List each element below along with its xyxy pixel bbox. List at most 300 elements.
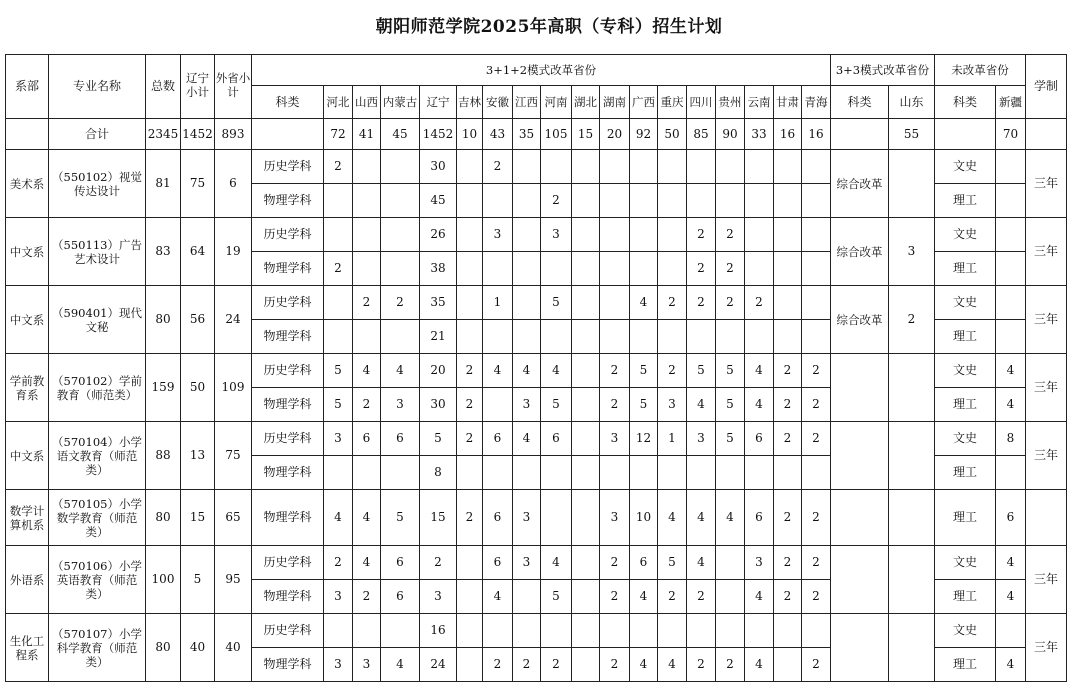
header-other-subtotal: 外省小计 <box>215 55 252 119</box>
quota-cell: 4 <box>687 490 716 546</box>
quota-cell <box>457 648 483 682</box>
quota-cell: 4 <box>658 490 687 546</box>
totals-province-cell: 16 <box>802 119 831 150</box>
major-name-cell: （590401）现代文秘 <box>49 286 146 354</box>
xinjiang-cell: 4 <box>996 648 1026 682</box>
subject-33-cell: 综合改革 <box>831 218 889 286</box>
header-312-provinces: 3+1+2模式改革省份 <box>252 55 831 86</box>
subject-unreformed-cell: 文史 <box>935 354 996 388</box>
quota-cell: 2 <box>802 490 831 546</box>
totals-other: 893 <box>215 119 252 150</box>
quota-cell <box>687 456 716 490</box>
quota-cell <box>457 252 483 286</box>
quota-cell <box>802 184 831 218</box>
quota-cell <box>483 184 513 218</box>
header-subject: 科类 <box>252 86 324 119</box>
quota-cell: 2 <box>802 546 831 580</box>
quota-cell: 3 <box>541 218 572 252</box>
table-row <box>6 422 1067 456</box>
subject-unreformed-cell: 理工 <box>935 184 996 218</box>
subject-unreformed-cell: 理工 <box>935 388 996 422</box>
subject-unreformed-cell: 文史 <box>935 546 996 580</box>
subject-unreformed-cell: 文史 <box>935 286 996 320</box>
quota-cell <box>572 456 600 490</box>
subject-unreformed-cell: 文史 <box>935 150 996 184</box>
quota-cell: 3 <box>353 648 381 682</box>
subject-cell: 物理学科 <box>252 456 324 490</box>
quota-cell <box>513 252 541 286</box>
quota-cell: 10 <box>630 490 658 546</box>
subject-unreformed-cell: 文史 <box>935 614 996 648</box>
quota-cell <box>457 546 483 580</box>
quota-cell: 5 <box>541 388 572 422</box>
quota-cell <box>774 648 802 682</box>
quota-cell <box>572 286 600 320</box>
quota-cell <box>572 354 600 388</box>
quota-cell: 5 <box>687 354 716 388</box>
quota-cell <box>630 150 658 184</box>
table-row <box>6 150 1067 184</box>
header-major: 专业名称 <box>49 55 146 119</box>
quota-cell: 3 <box>513 388 541 422</box>
quota-cell <box>716 456 745 490</box>
quota-cell: 8 <box>420 456 457 490</box>
totals-province-cell: 41 <box>353 119 381 150</box>
quota-cell: 2 <box>600 354 630 388</box>
major-other-cell: 6 <box>215 150 252 218</box>
totals-empty <box>6 119 49 150</box>
major-total-cell: 100 <box>146 546 181 614</box>
quota-cell: 1 <box>483 286 513 320</box>
quota-cell: 4 <box>541 354 572 388</box>
quota-cell <box>630 218 658 252</box>
header-subject-unreformed: 科类 <box>935 86 996 119</box>
subject-cell: 物理学科 <box>252 320 324 354</box>
quota-cell <box>658 252 687 286</box>
major-other-cell: 40 <box>215 614 252 682</box>
quota-cell: 2 <box>541 648 572 682</box>
study-years-cell: 三年 <box>1026 546 1067 614</box>
shandong-cell <box>889 354 935 422</box>
header-province: 吉林 <box>457 86 483 119</box>
major-other-cell: 24 <box>215 286 252 354</box>
quota-cell <box>687 320 716 354</box>
quota-cell: 2 <box>457 422 483 456</box>
subject-33-cell: 综合改革 <box>831 286 889 354</box>
quota-cell <box>572 184 600 218</box>
quota-cell <box>541 150 572 184</box>
totals-xinjiang: 70 <box>996 119 1026 150</box>
xinjiang-cell <box>996 456 1026 490</box>
quota-cell: 4 <box>745 648 774 682</box>
quota-cell: 4 <box>353 354 381 388</box>
totals-province-cell: 90 <box>716 119 745 150</box>
quota-cell: 4 <box>513 354 541 388</box>
quota-cell <box>745 456 774 490</box>
quota-cell <box>658 456 687 490</box>
quota-cell: 6 <box>381 546 420 580</box>
dept-cell: 中文系 <box>6 218 49 286</box>
quota-cell: 30 <box>420 150 457 184</box>
quota-cell: 3 <box>600 422 630 456</box>
quota-cell: 3 <box>381 388 420 422</box>
quota-cell <box>658 320 687 354</box>
quota-cell <box>457 456 483 490</box>
totals-province-cell: 10 <box>457 119 483 150</box>
subject-cell: 物理学科 <box>252 580 324 614</box>
table-row <box>6 490 1067 546</box>
quota-cell: 2 <box>687 648 716 682</box>
quota-cell: 5 <box>716 422 745 456</box>
quota-cell: 2 <box>513 648 541 682</box>
subject-unreformed-cell: 文史 <box>935 218 996 252</box>
subject-cell: 历史学科 <box>252 286 324 320</box>
quota-cell <box>745 614 774 648</box>
quota-cell <box>572 320 600 354</box>
subject-cell: 物理学科 <box>252 490 324 546</box>
table-row <box>6 546 1067 580</box>
quota-cell <box>774 252 802 286</box>
quota-cell <box>745 150 774 184</box>
quota-cell <box>541 490 572 546</box>
quota-cell <box>630 252 658 286</box>
xinjiang-cell: 6 <box>996 490 1026 546</box>
quota-cell <box>716 320 745 354</box>
dept-cell: 外语系 <box>6 546 49 614</box>
xinjiang-cell <box>996 150 1026 184</box>
quota-cell: 21 <box>420 320 457 354</box>
quota-cell: 4 <box>630 580 658 614</box>
major-name-cell: （570107）小学科学教育（师范类） <box>49 614 146 682</box>
quota-cell: 38 <box>420 252 457 286</box>
quota-cell: 26 <box>420 218 457 252</box>
quota-cell: 5 <box>541 580 572 614</box>
quota-cell: 2 <box>324 546 353 580</box>
major-other-cell: 95 <box>215 546 252 614</box>
shandong-cell <box>889 422 935 490</box>
quota-cell <box>353 218 381 252</box>
quota-cell: 2 <box>600 648 630 682</box>
xinjiang-cell <box>996 320 1026 354</box>
major-name-cell: （570104）小学语文教育（师范类） <box>49 422 146 490</box>
quota-cell: 3 <box>658 388 687 422</box>
xinjiang-cell <box>996 218 1026 252</box>
quota-cell <box>483 456 513 490</box>
totals-province-cell: 1452 <box>420 119 457 150</box>
xinjiang-cell <box>996 184 1026 218</box>
quota-cell: 2 <box>381 286 420 320</box>
quota-cell: 1 <box>658 422 687 456</box>
quota-cell: 2 <box>353 580 381 614</box>
quota-cell: 4 <box>745 388 774 422</box>
totals-province-cell: 35 <box>513 119 541 150</box>
quota-cell: 5 <box>324 388 353 422</box>
quota-cell <box>572 490 600 546</box>
quota-cell <box>716 580 745 614</box>
quota-cell <box>745 320 774 354</box>
quota-cell: 4 <box>513 422 541 456</box>
page-title: 朝阳师范学院2025年高职（专科）招生计划 <box>375 17 723 37</box>
major-liaoning-cell: 64 <box>181 218 215 286</box>
totals-province-cell: 50 <box>658 119 687 150</box>
quota-cell: 2 <box>483 648 513 682</box>
totals-province-cell: 33 <box>745 119 774 150</box>
subject-unreformed-cell: 理工 <box>935 490 996 546</box>
quota-cell: 3 <box>324 648 353 682</box>
quota-cell: 45 <box>420 184 457 218</box>
quota-cell <box>541 252 572 286</box>
totals-shandong: 55 <box>889 119 935 150</box>
header-province-xinjiang: 新疆 <box>996 86 1026 119</box>
quota-cell: 3 <box>745 546 774 580</box>
quota-cell <box>513 218 541 252</box>
quota-cell: 5 <box>716 388 745 422</box>
xinjiang-cell <box>996 286 1026 320</box>
quota-cell <box>716 546 745 580</box>
quota-cell: 24 <box>420 648 457 682</box>
major-liaoning-cell: 40 <box>181 614 215 682</box>
subject-unreformed-cell: 理工 <box>935 580 996 614</box>
totals-province-cell: 92 <box>630 119 658 150</box>
header-province-shandong: 山东 <box>889 86 935 119</box>
subject-cell: 历史学科 <box>252 354 324 388</box>
subject-cell: 物理学科 <box>252 388 324 422</box>
quota-cell: 5 <box>716 354 745 388</box>
quota-cell <box>572 252 600 286</box>
xinjiang-cell: 8 <box>996 422 1026 456</box>
quota-cell: 2 <box>802 388 831 422</box>
major-total-cell: 80 <box>146 614 181 682</box>
quota-cell <box>802 286 831 320</box>
quota-cell: 2 <box>353 286 381 320</box>
subject-cell: 历史学科 <box>252 614 324 648</box>
quota-cell: 2 <box>687 252 716 286</box>
quota-cell: 3 <box>687 422 716 456</box>
subject-cell: 历史学科 <box>252 218 324 252</box>
quota-cell: 4 <box>630 648 658 682</box>
major-liaoning-cell: 13 <box>181 422 215 490</box>
quota-cell <box>745 252 774 286</box>
header-province: 安徽 <box>483 86 513 119</box>
quota-cell: 6 <box>745 422 774 456</box>
quota-cell: 2 <box>457 354 483 388</box>
dept-cell: 美术系 <box>6 150 49 218</box>
quota-cell: 2 <box>802 354 831 388</box>
xinjiang-cell <box>996 252 1026 286</box>
quota-cell: 15 <box>420 490 457 546</box>
quota-cell: 3 <box>600 490 630 546</box>
major-total-cell: 88 <box>146 422 181 490</box>
major-total-cell: 81 <box>146 150 181 218</box>
major-other-cell: 109 <box>215 354 252 422</box>
totals-empty <box>1026 119 1067 150</box>
header-province: 河北 <box>324 86 353 119</box>
quota-cell: 4 <box>745 354 774 388</box>
quota-cell <box>600 286 630 320</box>
quota-cell <box>324 614 353 648</box>
quota-cell <box>513 184 541 218</box>
quota-cell <box>513 456 541 490</box>
subject-unreformed-cell: 文史 <box>935 422 996 456</box>
major-total-cell: 80 <box>146 286 181 354</box>
quota-cell: 4 <box>687 546 716 580</box>
quota-cell: 2 <box>716 252 745 286</box>
quota-cell <box>483 252 513 286</box>
xinjiang-cell: 4 <box>996 580 1026 614</box>
quota-cell <box>457 580 483 614</box>
quota-cell <box>541 456 572 490</box>
quota-cell: 2 <box>687 218 716 252</box>
quota-cell: 2 <box>716 286 745 320</box>
subject-33-cell <box>831 422 889 490</box>
quota-cell: 2 <box>324 150 353 184</box>
totals-province-cell: 72 <box>324 119 353 150</box>
quota-cell <box>572 218 600 252</box>
quota-cell: 6 <box>541 422 572 456</box>
study-years-cell: 三年 <box>1026 354 1067 422</box>
quota-cell <box>774 456 802 490</box>
quota-cell: 3 <box>513 546 541 580</box>
major-total-cell: 80 <box>146 490 181 546</box>
quota-cell: 12 <box>630 422 658 456</box>
header-subject-33: 科类 <box>831 86 889 119</box>
header-province: 甘肃 <box>774 86 802 119</box>
quota-cell: 4 <box>483 580 513 614</box>
xinjiang-cell: 4 <box>996 388 1026 422</box>
quota-cell: 2 <box>687 580 716 614</box>
quota-cell <box>457 184 483 218</box>
subject-33-cell <box>831 354 889 422</box>
quota-cell: 4 <box>353 546 381 580</box>
quota-cell <box>687 184 716 218</box>
totals-province-cell: 20 <box>600 119 630 150</box>
quota-cell <box>457 614 483 648</box>
totals-total: 2345 <box>146 119 181 150</box>
quota-cell: 4 <box>541 546 572 580</box>
quota-cell <box>541 320 572 354</box>
quota-cell: 6 <box>630 546 658 580</box>
quota-cell: 5 <box>658 546 687 580</box>
totals-province-cell: 45 <box>381 119 420 150</box>
quota-cell <box>381 218 420 252</box>
study-years-cell: 三年 <box>1026 150 1067 218</box>
dept-cell: 学前教育系 <box>6 354 49 422</box>
quota-cell <box>513 580 541 614</box>
quota-cell <box>774 286 802 320</box>
quota-cell: 2 <box>802 648 831 682</box>
quota-cell <box>687 614 716 648</box>
dept-cell: 数学计算机系 <box>6 490 49 546</box>
header-province: 湖北 <box>572 86 600 119</box>
quota-cell: 2 <box>774 580 802 614</box>
quota-cell: 4 <box>687 388 716 422</box>
quota-cell <box>324 320 353 354</box>
subject-unreformed-cell: 理工 <box>935 252 996 286</box>
xinjiang-cell: 4 <box>996 354 1026 388</box>
major-other-cell: 65 <box>215 490 252 546</box>
quota-cell <box>658 218 687 252</box>
quota-cell: 4 <box>658 648 687 682</box>
quota-cell <box>802 456 831 490</box>
quota-cell: 5 <box>381 490 420 546</box>
quota-cell: 2 <box>457 388 483 422</box>
xinjiang-cell <box>996 614 1026 648</box>
quota-cell: 2 <box>658 580 687 614</box>
shandong-cell <box>889 490 935 546</box>
header-province: 内蒙古 <box>381 86 420 119</box>
quota-cell: 2 <box>774 490 802 546</box>
quota-cell <box>658 614 687 648</box>
header-province: 湖南 <box>600 86 630 119</box>
quota-cell <box>745 184 774 218</box>
subject-unreformed-cell: 理工 <box>935 456 996 490</box>
quota-cell <box>353 320 381 354</box>
quota-cell: 4 <box>716 490 745 546</box>
quota-cell <box>572 150 600 184</box>
major-total-cell: 83 <box>146 218 181 286</box>
quota-cell <box>687 150 716 184</box>
quota-cell <box>457 320 483 354</box>
study-years-cell: 三年 <box>1026 614 1067 682</box>
quota-cell <box>381 252 420 286</box>
header-province: 辽宁 <box>420 86 457 119</box>
quota-cell: 2 <box>457 490 483 546</box>
quota-cell: 3 <box>420 580 457 614</box>
quota-cell <box>572 580 600 614</box>
header-province: 青海 <box>802 86 831 119</box>
quota-cell <box>572 648 600 682</box>
major-name-cell: （570106）小学英语教育（师范类） <box>49 546 146 614</box>
quota-cell <box>324 456 353 490</box>
quota-cell <box>600 184 630 218</box>
quota-cell: 2 <box>600 580 630 614</box>
quota-cell <box>600 252 630 286</box>
major-liaoning-cell: 75 <box>181 150 215 218</box>
quota-cell <box>600 218 630 252</box>
quota-cell: 3 <box>483 218 513 252</box>
quota-cell: 4 <box>353 490 381 546</box>
quota-cell: 2 <box>774 388 802 422</box>
quota-cell: 2 <box>420 546 457 580</box>
quota-cell: 2 <box>600 546 630 580</box>
quota-cell: 2 <box>716 648 745 682</box>
study-years-cell <box>1026 490 1067 546</box>
quota-cell <box>600 614 630 648</box>
quota-cell: 2 <box>658 286 687 320</box>
quota-cell: 2 <box>541 184 572 218</box>
quota-cell: 2 <box>600 388 630 422</box>
quota-cell <box>353 614 381 648</box>
quota-cell <box>716 150 745 184</box>
quota-cell <box>774 184 802 218</box>
subject-cell: 物理学科 <box>252 648 324 682</box>
totals-province-cell: 43 <box>483 119 513 150</box>
header-province: 河南 <box>541 86 572 119</box>
quota-cell: 6 <box>483 490 513 546</box>
quota-cell: 3 <box>513 490 541 546</box>
quota-cell <box>774 218 802 252</box>
quota-cell: 6 <box>381 580 420 614</box>
header-total: 总数 <box>146 55 181 119</box>
quota-cell: 2 <box>774 354 802 388</box>
study-years-cell: 三年 <box>1026 286 1067 354</box>
subject-33-cell <box>831 490 889 546</box>
quota-cell: 5 <box>324 354 353 388</box>
header-dept: 系部 <box>6 55 49 119</box>
quota-cell: 6 <box>483 546 513 580</box>
dept-cell: 中文系 <box>6 286 49 354</box>
totals-province-cell: 105 <box>541 119 572 150</box>
